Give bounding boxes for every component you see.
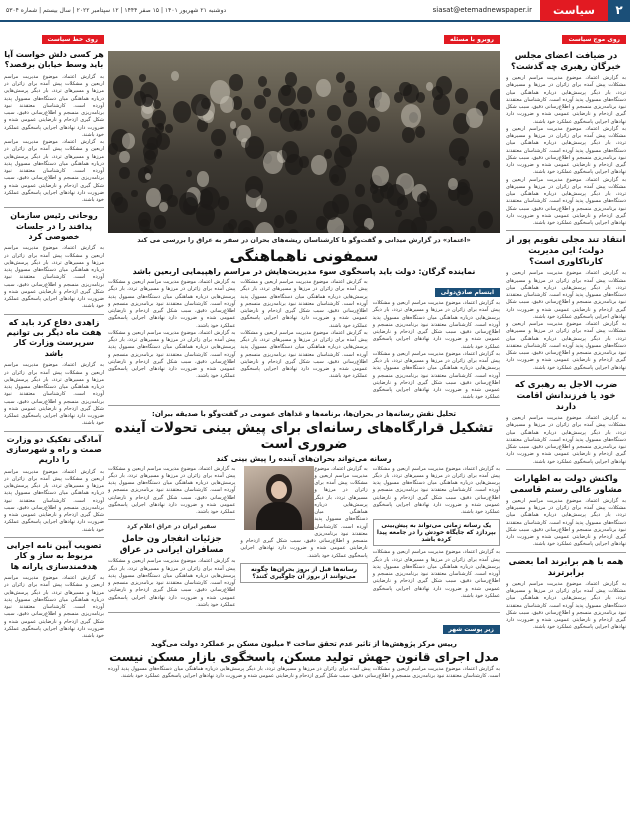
bottom-kicker: رییس مرکز پژوهش‌ها از تاثیر عدم تحقق ساخت ۴ میلیون مسکن بر عملکرد دولت می‌گوید [151, 640, 457, 649]
right-body-1c: به گزارش اعتماد، موضوع مدیریت مراسم اربعین و مشکلات پیش آمده برای زائران در مرزها و مسیرهای تردد، بار دیگر پرسش‌هایی درباره هماهنگی میان دستگاه‌های مسوول پدید آورده است. کارشناسان معتقدند نبود برنامه‌ریزی منسجم و اطلاع‌رسانی دقیق، سبب شکل گیری ازدحام و نارضایتی عمومی شده و ضرورت دارد نهادهای اجرایی پاسخگوی عملکرد خود باشند. [506, 176, 626, 227]
main-body-col3: به گزارش اعتماد، موضوع مدیریت مراسم اربعین و مشکلات پیش آمده برای زائران در مرزها و مسیرهای تردد، بار دیگر پرسش‌هایی درباره هماهنگی میان دستگاه‌های مسوول پدید آورده است. کارشناسان معتقدند نبود برنامه‌ریزی منسجم و اطلاع‌رسانی دقیق، سبب شکل گیری ازدحام و نارضایتی عمومی شده و ضرورت دارد نهادهای اجرایی پاسخگوی عملکرد خود باشند. [108, 279, 236, 329]
divider [4, 431, 104, 432]
right-body-3: به گزارش اعتماد، موضوع مدیریت مراسم اربعین و مشکلات پیش آمده برای زائران در مرزها و مسیرهای تردد، بار دیگر پرسش‌هایی درباره هماهنگی میان دستگاه‌های مسوول پدید آورده است. کارشناسان معتقدند نبود برنامه‌ریزی منسجم و اطلاع‌رسانی دقیق، سبب شکل گیری ازدحام و نارضایتی عمومی شده و ضرورت دارد نهادهای اجرایی پاسخگوی عملکرد خود باشند. [506, 415, 626, 465]
right-headline-4: واکنش دولت به اظهارات مشاور عالی رستم قاسمی [510, 473, 622, 495]
main-article-columns [108, 279, 500, 402]
left-body-5: به گزارش اعتماد، موضوع مدیریت مراسم اربعین و مشکلات پیش آمده برای زائران در مرزها و مسیرهای تردد، بار دیگر پرسش‌هایی درباره هماهنگی میان دستگاه‌های مسوول پدید آورده است. کارشناسان معتقدند نبود برنامه‌ریزی منسجم و اطلاع‌رسانی دقیق، سبب شکل گیری ازدحام و نارضایتی عمومی شده و ضرورت دارد نهادهای اجرایی پاسخگوی عملکرد خود باشند. [4, 575, 104, 640]
bottom-body: به گزارش اعتماد، موضوع مدیریت مراسم اربعین و مشکلات پیش آمده برای زائران در مرزها و مسیرهای تردد، بار دیگر پرسش‌هایی درباره هماهنگی میان دستگاه‌های مسوول پدید آورده است. کارشناسان معتقدند نبود برنامه‌ریزی منسجم و اطلاع‌رسانی دقیق، سبب شکل گیری ازدحام و نارضایتی عمومی شده و ضرورت دارد نهادهای اجرایی پاسخگوی عملکرد خود باشند. [108, 666, 500, 680]
divider [4, 314, 104, 315]
right-headline-3: ضرب الاجل به رهبری که خود یا فرزندانش اقامت دارند [514, 379, 618, 413]
main-body-col3b: به گزارش اعتماد، موضوع مدیریت مراسم اربعین و مشکلات پیش آمده برای زائران در مرزها و مسیرهای تردد، بار دیگر پرسش‌هایی درباره هماهنگی میان دستگاه‌های مسوول پدید آورده است. کارشناسان معتقدند نبود برنامه‌ریزی منسجم و اطلاع‌رسانی دقیق، سبب شکل گیری ازدحام و نارضایتی عمومی شده و ضرورت دارد نهادهای اجرایی پاسخگوی عملکرد خود باشند. [108, 329, 236, 380]
left-headline-4: آمادگی تفکیک دو وزارت صمت و راه و شهرسازی را داریم [6, 434, 102, 465]
left-headline-5: تصویب آیین نامه اجرایی مربوط به ساز و کار هدفمندسازی یارانه ها [6, 540, 102, 571]
left-kicker: روی خط سیاست [42, 35, 104, 44]
feature-columns [108, 466, 500, 610]
iraq-body: به گزارش اعتماد، موضوع مدیریت مراسم اربعین و مشکلات پیش آمده برای زائران در مرزها و مسیرهای تردد، بار دیگر پرسش‌هایی درباره هماهنگی میان دستگاه‌های مسوول پدید آورده است. کارشناسان معتقدند نبود برنامه‌ریزی منسجم و اطلاع‌رسانی دقیق، سبب شکل گیری ازدحام و نارضایتی عمومی شده و ضرورت دارد نهادهای اجرایی پاسخگوی عملکرد خود باشند. [108, 558, 236, 608]
left-body-3: به گزارش اعتماد، موضوع مدیریت مراسم اربعین و مشکلات پیش آمده برای زائران در مرزها و مسیرهای تردد، بار دیگر پرسش‌هایی درباره هماهنگی میان دستگاه‌های مسوول پدید آورده است. کارشناسان معتقدند نبود برنامه‌ریزی منسجم و اطلاع‌رسانی دقیق، سبب شکل گیری ازدحام و نارضایتی عمومی شده و ضرورت دارد نهادهای اجرایی پاسخگوی عملکرد خود باشند. [4, 362, 104, 427]
author-name: ابتسام صادق‌دولی [435, 288, 500, 297]
left-body-4: به گزارش اعتماد، موضوع مدیریت مراسم اربعین و مشکلات پیش آمده برای زائران در مرزها و مسیرهای تردد، بار دیگر پرسش‌هایی درباره هماهنگی میان دستگاه‌های مسوول پدید آورده است. کارشناسان معتقدند نبود برنامه‌ریزی منسجم و اطلاع‌رسانی دقیق، سبب شکل گیری ازدحام و نارضایتی عمومی شده و ضرورت دارد نهادهای اجرایی پاسخگوی عملکرد خود باشند. [4, 468, 104, 533]
interviewee-portrait [244, 466, 314, 530]
divider [506, 469, 626, 470]
right-headline-5: همه با هم برابرند اما بعضی برابرترند [508, 556, 624, 578]
right-column [506, 26, 626, 816]
feature-kicker: تحلیل نقش رسانه‌ها در بحران‌ها، برنامه‌ها و غذاهای عمومی در گفت‌وگو با صدیقه ببران: [152, 409, 456, 418]
pull-quote-2: رسانه‌ها قبل از بروز بحران‌ها چگونه می‌توانند از بروز آن جلوگیری کنند؟ [240, 563, 367, 583]
feature-body-col2: به گزارش اعتماد، موضوع مدیریت مراسم اربعین و مشکلات پیش آمده برای زائران در مرزها و مسیرهای تردد، بار دیگر پرسش‌هایی درباره هماهنگی میان دستگاه‌های مسوول پدید آورده است. کارشناسان معتقدند نبود برنامه‌ریزی منسجم و اطلاع‌رسانی دقیق، سبب شکل گیری ازدحام و نارضایتی عمومی شده و ضرورت دارد نهادهای اجرایی پاسخگوی عملکرد خود باشند. [240, 465, 368, 559]
divider [506, 375, 626, 376]
feature-subheadline: رسانه می‌تواند بحران‌های آینده را پیش بینی کند [216, 453, 392, 463]
divider [108, 405, 500, 406]
left-body-2: به گزارش اعتماد، موضوع مدیریت مراسم اربعین و مشکلات پیش آمده برای زائران در مرزها و مسیرهای تردد، بار دیگر پرسش‌هایی درباره هماهنگی میان دستگاه‌های مسوول پدید آورده است. کارشناسان معتقدند نبود برنامه‌ریزی منسجم و اطلاع‌رسانی دقیق، سبب شکل گیری ازدحام و نارضایتی عمومی شده و ضرورت دارد نهادهای اجرایی پاسخگوی عملکرد خود باشند. [4, 245, 104, 310]
bottom-headline: مدل اجرای قانون جهش تولید مسکن، پاسخگوی بازار مسکن نیست [109, 650, 499, 665]
right-body-2b: به گزارش اعتماد، موضوع مدیریت مراسم اربعین و مشکلات پیش آمده برای زائران در مرزها و مسیرهای تردد، بار دیگر پرسش‌هایی درباره هماهنگی میان دستگاه‌های مسوول پدید آورده است. کارشناسان معتقدند نبود برنامه‌ریزی منسجم و اطلاع‌رسانی دقیق، سبب شکل گیری ازدحام و نارضایتی عمومی شده و ضرورت دارد نهادهای اجرایی پاسخگوی عملکرد خود باشند. [506, 321, 626, 371]
divider [108, 519, 235, 520]
section-name: سیاست [540, 0, 608, 21]
masthead-bar [0, 0, 630, 22]
center-kicker: روبرو با مسئله [444, 35, 500, 44]
main-subheadline: نماینده گرگان: دولت باید پاسخگوی سوء مدیریت‌هایش در مراسم راهپیمایی اربعین باشد [132, 267, 476, 276]
page-number: ۲ [608, 0, 630, 21]
right-kicker: روی موج سیاست [562, 35, 626, 44]
main-body-col2: به گزارش اعتماد، موضوع مدیریت مراسم اربعین و مشکلات پیش آمده برای زائران در مرزها و مسیرهای تردد، بار دیگر پرسش‌هایی درباره هماهنگی میان دستگاه‌های مسوول پدید آورده است. کارشناسان معتقدند نبود برنامه‌ریزی منسجم و اطلاع‌رسانی دقیق، سبب شکل گیری ازدحام و نارضایتی عمومی شده و ضرورت دارد نهادهای اجرایی پاسخگوی عملکرد خود باشند. [240, 279, 368, 329]
site-email[interactable]: siasat@etemadnewspaper.ir [432, 6, 532, 14]
main-body-col1: به گزارش اعتماد، موضوع مدیریت مراسم اربعین و مشکلات پیش آمده برای زائران در مرزها و مسیرهای تردد، بار دیگر پرسش‌هایی درباره هماهنگی میان دستگاه‌های مسوول پدید آورده است. کارشناسان معتقدند نبود برنامه‌ریزی منسجم و اطلاع‌رسانی دقیق، سبب شکل گیری ازدحام و نارضایتی عمومی شده و ضرورت دارد نهادهای اجرایی پاسخگوی عملکرد خود باشند. [372, 300, 500, 350]
feature-body-col1b: به گزارش اعتماد، موضوع مدیریت مراسم اربعین و مشکلات پیش آمده برای زائران در مرزها و مسیرهای تردد، بار دیگر پرسش‌هایی درباره هماهنگی میان دستگاه‌های مسوول پدید آورده است. کارشناسان معتقدند نبود برنامه‌ریزی منسجم و اطلاع‌رسانی دقیق، سبب شکل گیری ازدحام و نارضایتی عمومی شده و ضرورت دارد نهادهای اجرایی پاسخگوی عملکرد خود باشند. [372, 549, 500, 599]
left-body-1: به گزارش اعتماد، موضوع مدیریت مراسم اربعین و مشکلات پیش آمده برای زائران در مرزها و مسیرهای تردد، بار دیگر پرسش‌هایی درباره هماهنگی میان دستگاه‌های مسوول پدید آورده است. کارشناسان معتقدند نبود برنامه‌ریزی منسجم و اطلاع‌رسانی دقیق، سبب شکل گیری ازدحام و نارضایتی عمومی شده و ضرورت دارد نهادهای اجرایی پاسخگوی عملکرد خود باشند. [4, 73, 104, 138]
main-body-col1b: به گزارش اعتماد، موضوع مدیریت مراسم اربعین و مشکلات پیش آمده برای زائران در مرزها و مسیرهای تردد، بار دیگر پرسش‌هایی درباره هماهنگی میان دستگاه‌های مسوول پدید آورده است. کارشناسان معتقدند نبود برنامه‌ریزی منسجم و اطلاع‌رسانی دقیق، سبب شکل گیری ازدحام و نارضایتی عمومی شده و ضرورت دارد نهادهای اجرایی پاسخگوی عملکرد خود باشند. [372, 350, 500, 401]
left-headline-1: هر کسی دلش خواست آیا باید وسط خیابان برقصد؟ [4, 50, 104, 70]
divider [4, 537, 104, 538]
feature-headline: تشکیل قرارگاه‌های رسانه‌ای برای پیش بینی تحولات آینده ضروری است [114, 419, 494, 452]
right-body-2: به گزارش اعتماد، موضوع مدیریت مراسم اربعین و مشکلات پیش آمده برای زائران در مرزها و مسیرهای تردد، بار دیگر پرسش‌هایی درباره هماهنگی میان دستگاه‌های مسوول پدید آورده است. کارشناسان معتقدند نبود برنامه‌ریزی منسجم و اطلاع‌رسانی دقیق، سبب شکل گیری ازدحام و نارضایتی عمومی شده و ضرورت دارد نهادهای اجرایی پاسخگوی عملکرد خود باشند. [506, 270, 626, 320]
right-body-1: به گزارش اعتماد، موضوع مدیریت مراسم اربعین و مشکلات پیش آمده برای زائران در مرزها و مسیرهای تردد، بار دیگر پرسش‌هایی درباره هماهنگی میان دستگاه‌های مسوول پدید آورده است. کارشناسان معتقدند نبود برنامه‌ریزی منسجم و اطلاع‌رسانی دقیق، سبب شکل گیری ازدحام و نارضایتی عمومی شده و ضرورت دارد نهادهای اجرایی پاسخگوی عملکرد خود باشند. [506, 75, 626, 125]
left-body-1b: به گزارش اعتماد، موضوع مدیریت مراسم اربعین و مشکلات پیش آمده برای زائران در مرزها و مسیرهای تردد، بار دیگر پرسش‌هایی درباره هماهنگی میان دستگاه‌های مسوول پدید آورده است. کارشناسان معتقدند نبود برنامه‌ریزی منسجم و اطلاع‌رسانی دقیق، سبب شکل گیری ازدحام و نارضایتی عمومی شده و ضرورت دارد نهادهای اجرایی پاسخگوی عملکرد خود باشند. [4, 139, 104, 204]
feature-body-col1: به گزارش اعتماد، موضوع مدیریت مراسم اربعین و مشکلات پیش آمده برای زائران در مرزها و مسیرهای تردد، بار دیگر پرسش‌هایی درباره هماهنگی میان دستگاه‌های مسوول پدید آورده است. کارشناسان معتقدند نبود برنامه‌ریزی منسجم و اطلاع‌رسانی دقیق، سبب شکل گیری ازدحام و نارضایتی عمومی شده و ضرورت دارد نهادهای اجرایی پاسخگوی عملکرد خود باشند. [372, 465, 500, 515]
photo-caption: «اعتماد» در گزارش میدانی و گفت‌وگو با کارشناسان ریشه‌های بحران در سفر به عراق را بررسی می کند [137, 236, 471, 244]
divider [4, 207, 104, 208]
right-headline-1: در ضیافت اعضای مجلس خبرگان رهبری چه گذشت؟ [511, 51, 621, 73]
main-body-col2b: به گزارش اعتماد، موضوع مدیریت مراسم اربعین و مشکلات پیش آمده برای زائران در مرزها و مسیرهای تردد، بار دیگر پرسش‌هایی درباره هماهنگی میان دستگاه‌های مسوول پدید آورده است. کارشناسان معتقدند نبود برنامه‌ریزی منسجم و اطلاع‌رسانی دقیق، سبب شکل گیری ازدحام و نارضایتی عمومی شده و ضرورت دارد نهادهای اجرایی پاسخگوی عملکرد خود باشند. [240, 329, 368, 380]
iraq-kicker: سفیر ایران در عراق اعلام کرد [127, 523, 217, 531]
iraq-headline: جزئیات انفجار ون حامل مسافران ایرانی در عراق [119, 534, 224, 556]
bottom-tag: زیر پوست شهر [443, 625, 500, 634]
divider [506, 230, 626, 231]
main-headline: سمفونی ناهماهنگی [229, 247, 379, 265]
divider [506, 552, 626, 553]
left-headline-3: زاهدی دفاع کرد باید که هفت ماه دیگر بی توانیم سرپرست وزارت کار باشد [6, 317, 102, 358]
feature-body-col3: به گزارش اعتماد، موضوع مدیریت مراسم اربعین و مشکلات پیش آمده برای زائران در مرزها و مسیرهای تردد، بار دیگر پرسش‌هایی درباره هماهنگی میان دستگاه‌های مسوول پدید آورده است. کارشناسان معتقدند نبود برنامه‌ریزی منسجم و اطلاع‌رسانی دقیق، سبب شکل گیری ازدحام و نارضایتی عمومی شده و ضرورت دارد نهادهای اجرایی پاسخگوی عملکرد خود باشند. [108, 465, 236, 515]
right-body-1b: به گزارش اعتماد، موضوع مدیریت مراسم اربعین و مشکلات پیش آمده برای زائران در مرزها و مسیرهای تردد، بار دیگر پرسش‌هایی درباره هماهنگی میان دستگاه‌های مسوول پدید آورده است. کارشناسان معتقدند نبود برنامه‌ریزی منسجم و اطلاع‌رسانی دقیق، سبب شکل گیری ازدحام و نارضایتی عمومی شده و ضرورت دارد نهادهای اجرایی پاسخگوی عملکرد خود باشند. [506, 125, 626, 176]
right-headline-2: انتقاد تند مجلی تقویم پور از دولت؛ این مدیریت کارناکاوری است؟ [506, 235, 626, 268]
left-column [4, 26, 104, 816]
left-headline-2: روحانی رئیس سازمان پدافند را در جلسات خصوصی کرد [10, 211, 98, 242]
right-body-5: به گزارش اعتماد، موضوع مدیریت مراسم اربعین و مشکلات پیش آمده برای زائران در مرزها و مسیرهای تردد، بار دیگر پرسش‌هایی درباره هماهنگی میان دستگاه‌های مسوول پدید آورده است. کارشناسان معتقدند نبود برنامه‌ریزی منسجم و اطلاع‌رسانی دقیق، سبب شکل گیری ازدحام و نارضایتی عمومی شده و ضرورت دارد نهادهای اجرایی پاسخگوی عملکرد خود باشند. [506, 580, 626, 631]
right-body-4: به گزارش اعتماد، موضوع مدیریت مراسم اربعین و مشکلات پیش آمده برای زائران در مرزها و مسیرهای تردد، بار دیگر پرسش‌هایی درباره هماهنگی میان دستگاه‌های مسوول پدید آورده است. کارشناسان معتقدند نبود برنامه‌ریزی منسجم و اطلاع‌رسانی دقیق، سبب شکل گیری ازدحام و نارضایتی عمومی شده و ضرورت دارد نهادهای اجرایی پاسخگوی عملکرد خود باشند. [506, 497, 626, 548]
dateline: دوشنبه ۲۱ شهریور ۱۴۰۱ | ۱۵ صفر ۱۴۴۴ | ۱۲ سپتامبر ۲۰۲۲ | سال بیستم | شماره ۵۳۰۴ [6, 6, 227, 14]
pilgrims-crowd-photo [108, 51, 500, 233]
center-column [108, 26, 500, 816]
pull-quote-1: یک رسانه زمانی می‌تواند به پیش‌بینی بپردازد که جایگاه خودش را در جامعه پیدا کرده باشد [373, 519, 500, 546]
divider [108, 612, 500, 613]
